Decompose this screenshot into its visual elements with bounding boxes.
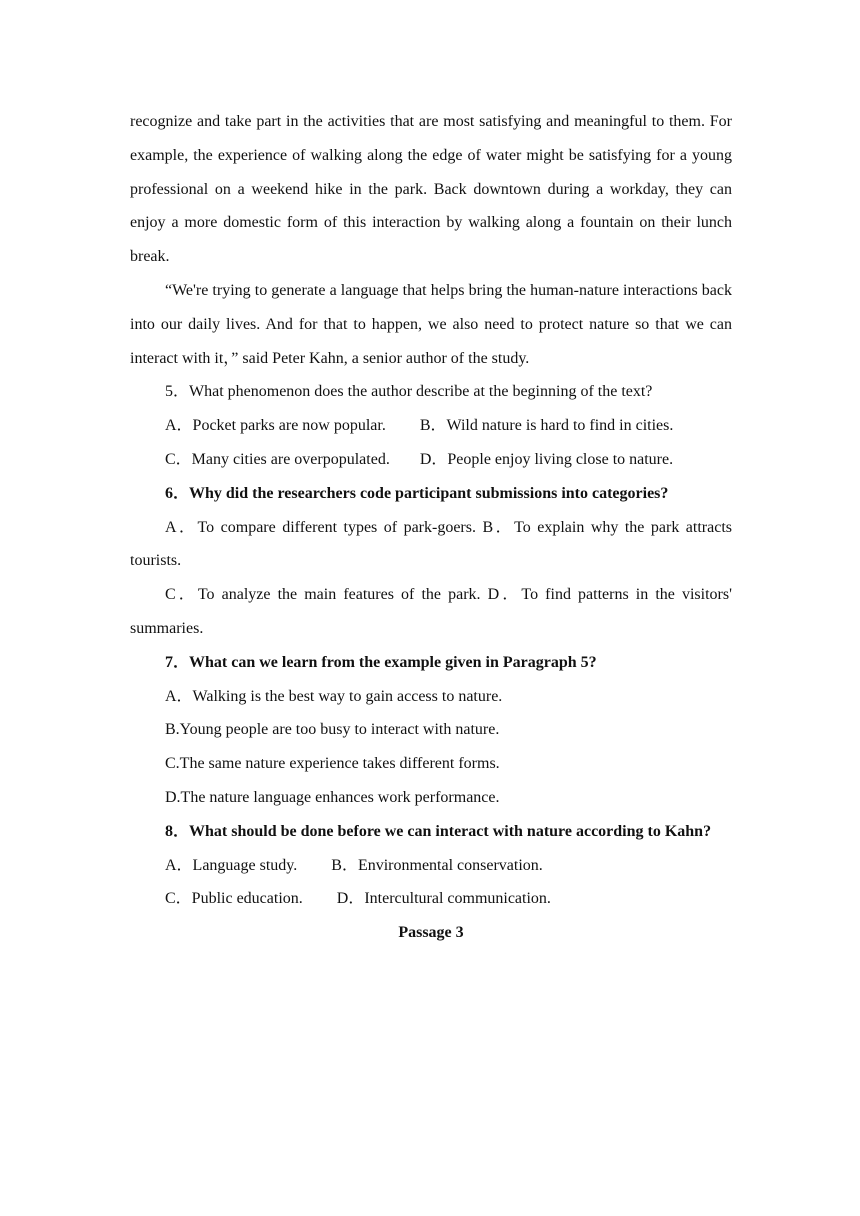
option-a: A．Pocket parks are now popular. (165, 417, 386, 435)
option-d: D.The nature language enhances work performance. (165, 788, 500, 806)
option-a: A．Language study. (165, 856, 298, 874)
question-6-options-cd: C．To analyze the main features of the park. D．To find patterns in the visitors' summaries. (130, 586, 732, 637)
question-5-options-ab (130, 409, 732, 443)
option-a: A．Walking is the best way to gain access to nature. (165, 687, 503, 705)
question-6-stem: 6．Why did the researchers code participant submissions into categories? (165, 484, 669, 502)
question-8-options-cd (130, 882, 732, 916)
paragraph: recognize and take part in the activities that are most satisfying and meaningful to them. For example, the experience of walking along the edge of water might be satisfying for a young professional on a weekend hike in the park. Back downtown during a workday, they can enjoy a more domestic form of this interaction by walking along a fountain on their lunch break. (130, 113, 732, 266)
passage-heading: Passage 3 (398, 924, 464, 942)
option-c: C．Many cities are overpopulated. (165, 450, 390, 468)
option-c: C．Public education. (165, 890, 303, 908)
option-b: B．Wild nature is hard to find in cities. (419, 417, 674, 435)
question-8-stem: 8．What should be done before we can interact with nature according to Kahn? (165, 822, 712, 840)
question-6-options-ab: A．To compare different types of park-goers. B．To explain why the park attracts tourists. (130, 518, 732, 570)
option-d: D．People enjoy living close to nature. (419, 450, 674, 468)
option-c: C.The same nature experience takes different forms. (165, 755, 500, 773)
option-d: D．Intercultural communication. (336, 890, 551, 908)
paragraph-quote: “We're trying to generate a language that helps bring the human-nature interactions back into our daily lives. And for that to happen, we also need to protect nature so that we can interact with it，” said Peter Kahn, a senior author of the study. (130, 281, 732, 367)
document-page (130, 105, 732, 950)
question-8-options-ab (130, 849, 732, 883)
option-b: B．Environmental conservation. (331, 856, 543, 874)
question-5-stem: 5．What phenomenon does the author describe at the beginning of the text? (165, 383, 653, 401)
question-7-stem: 7．What can we learn from the example given in Paragraph 5? (165, 653, 597, 671)
question-5-options-cd (130, 443, 732, 477)
option-b: B.Young people are too busy to interact with nature. (165, 721, 500, 739)
